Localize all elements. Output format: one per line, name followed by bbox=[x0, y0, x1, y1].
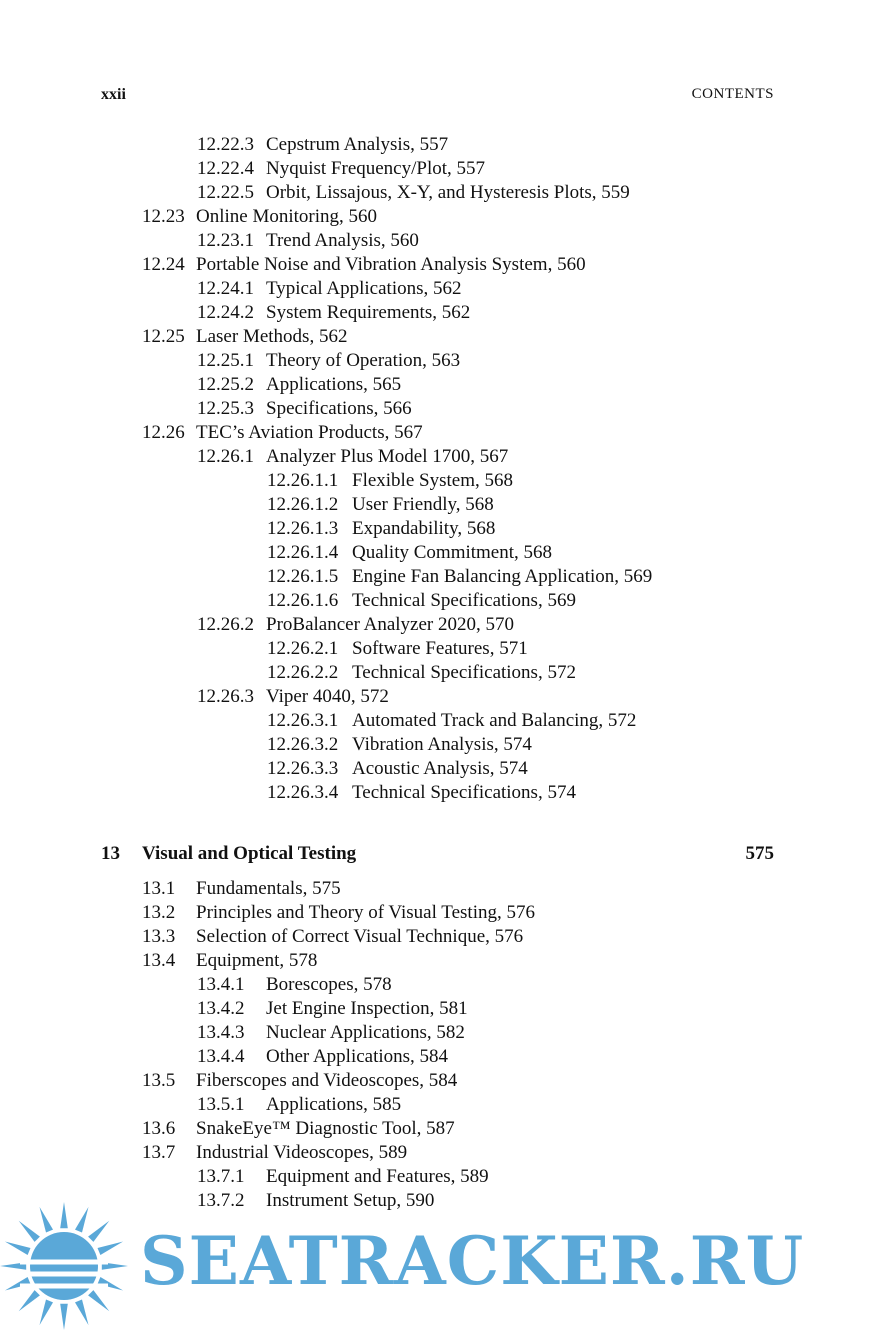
toc-entry-title: Equipment and Features, 589 bbox=[266, 1166, 489, 1187]
toc-entry bbox=[0, 613, 882, 637]
toc-entry-title: Vibration Analysis, 574 bbox=[352, 734, 532, 755]
toc-entry-title: Automated Track and Balancing, 572 bbox=[352, 710, 637, 731]
toc-entry-title: Technical Specifications, 572 bbox=[352, 662, 576, 683]
toc-entry-title: Flexible System, 568 bbox=[352, 470, 513, 491]
toc-entry bbox=[0, 517, 882, 541]
toc-entry-title: Nyquist Frequency/Plot, 557 bbox=[266, 158, 486, 179]
toc-entry-number: 12.26.3.2 bbox=[267, 734, 339, 755]
toc-entry-title: Portable Noise and Vibration Analysis System, 560 bbox=[196, 254, 586, 275]
toc-entry-title: Technical Specifications, 574 bbox=[352, 782, 576, 803]
sun-ray bbox=[19, 1290, 40, 1311]
toc-entry-number: 13.7.1 bbox=[197, 1166, 245, 1187]
toc-entry bbox=[0, 781, 882, 805]
toc-entry-number: 12.25 bbox=[142, 326, 185, 347]
toc-entry bbox=[0, 661, 882, 685]
toc-entry-title: Applications, 585 bbox=[266, 1094, 402, 1115]
toc-entry-title: Industrial Videoscopes, 589 bbox=[196, 1142, 408, 1163]
toc-entry-title: Other Applications, 584 bbox=[266, 1046, 449, 1067]
toc-entry-number: 12.22.4 bbox=[197, 158, 254, 179]
toc-entry-title: Laser Methods, 562 bbox=[196, 326, 348, 347]
toc-entry-number: 13.3 bbox=[142, 926, 176, 947]
toc-entry-number: 13.1 bbox=[142, 878, 176, 899]
sun-ray bbox=[98, 1242, 124, 1256]
toc-entry-number: 12.24 bbox=[142, 254, 185, 275]
page-header bbox=[101, 86, 774, 108]
sun-ray bbox=[19, 1221, 40, 1242]
toc-entry-title: Quality Commitment, 568 bbox=[352, 542, 553, 563]
toc-entry bbox=[0, 157, 882, 181]
toc-entry-number: 12.25.3 bbox=[197, 398, 254, 419]
toc-entry bbox=[0, 949, 882, 973]
toc-entry-title: Specifications, 566 bbox=[266, 398, 412, 419]
watermark-text: SEATRACKER.RU bbox=[140, 1222, 805, 1300]
toc-entry-number: 12.26.1.6 bbox=[267, 590, 339, 611]
toc-entry bbox=[0, 637, 882, 661]
toc-entry-number: 12.26.1.4 bbox=[267, 542, 339, 563]
toc-entry bbox=[0, 541, 882, 565]
toc-entry bbox=[0, 133, 882, 157]
toc-entry-number: 12.26.3.1 bbox=[267, 710, 339, 731]
toc-entry-title: Acoustic Analysis, 574 bbox=[352, 758, 528, 779]
toc-entry-number: 12.26.3 bbox=[197, 686, 254, 707]
toc-entry bbox=[0, 301, 882, 325]
toc-entry-number: 12.23 bbox=[142, 206, 185, 227]
toc-entry-number: 13.4.1 bbox=[197, 974, 245, 995]
toc-entry bbox=[0, 325, 882, 349]
toc-entry-number: 12.22.3 bbox=[197, 134, 254, 155]
toc-entry bbox=[0, 397, 882, 421]
toc-entry bbox=[0, 445, 882, 469]
toc-entry-title: Orbit, Lissajous, X-Y, and Hysteresis Plots, 559 bbox=[266, 182, 630, 203]
toc-entry-title: Software Features, 571 bbox=[352, 638, 528, 659]
toc-entry bbox=[0, 1117, 882, 1141]
toc-entry-title: Jet Engine Inspection, 581 bbox=[266, 998, 468, 1019]
toc-entry-title: Trend Analysis, 560 bbox=[266, 230, 419, 251]
toc-entry bbox=[0, 469, 882, 493]
toc-entry bbox=[0, 1069, 882, 1093]
toc-entry bbox=[0, 1165, 882, 1189]
toc-entry-title: Applications, 565 bbox=[266, 374, 402, 395]
toc-entry-number: 12.26.2.2 bbox=[267, 662, 339, 683]
sun-ray bbox=[75, 1300, 89, 1326]
toc-entry-title: Nuclear Applications, 582 bbox=[266, 1022, 465, 1043]
toc-entry-title: Technical Specifications, 569 bbox=[352, 590, 576, 611]
toc-entry-number: 12.23.1 bbox=[197, 230, 254, 251]
toc-entry-number: 12.25.1 bbox=[197, 350, 254, 371]
toc-entry-number: 12.26.1.5 bbox=[267, 566, 339, 587]
toc-entry-number: 12.26 bbox=[142, 422, 185, 443]
toc-entry-number: 13.2 bbox=[142, 902, 176, 923]
toc-entry-title: Engine Fan Balancing Application, 569 bbox=[352, 566, 653, 587]
toc-entry-number: 12.26.1.2 bbox=[267, 494, 339, 515]
toc-entry bbox=[0, 997, 882, 1021]
chapter-heading bbox=[101, 841, 774, 867]
toc-entry bbox=[0, 1093, 882, 1117]
toc-entry-title: Equipment, 578 bbox=[196, 950, 318, 971]
toc-entry-number: 12.25.2 bbox=[197, 374, 254, 395]
sun-ray bbox=[60, 1304, 68, 1330]
toc-entry-number: 12.22.5 bbox=[197, 182, 254, 203]
toc-entry-number: 12.24.2 bbox=[197, 302, 254, 323]
toc-entry-number: 12.26.3.3 bbox=[267, 758, 339, 779]
toc-entry bbox=[0, 589, 882, 613]
toc-entry-number: 13.4.4 bbox=[197, 1046, 245, 1067]
toc-entry bbox=[0, 565, 882, 589]
toc-entry bbox=[0, 253, 882, 277]
toc-entry bbox=[0, 349, 882, 373]
toc-entry bbox=[0, 901, 882, 925]
toc-entry bbox=[0, 1141, 882, 1165]
toc-entry-title: System Requirements, 562 bbox=[266, 302, 471, 323]
sun-ray bbox=[88, 1221, 109, 1242]
toc-entry bbox=[0, 709, 882, 733]
toc-entry-title: Viper 4040, 572 bbox=[266, 686, 389, 707]
toc-entry-number: 13.4 bbox=[142, 950, 176, 971]
toc-entry-title: TEC’s Aviation Products, 567 bbox=[196, 422, 423, 443]
toc-entry-number: 12.26.3.4 bbox=[267, 782, 339, 803]
toc-entry bbox=[0, 733, 882, 757]
toc-entry-title: Instrument Setup, 590 bbox=[266, 1190, 435, 1211]
toc-entry-number: 13.4.3 bbox=[197, 1022, 245, 1043]
toc-entry bbox=[0, 373, 882, 397]
toc-entry bbox=[0, 181, 882, 205]
toc-entry bbox=[0, 685, 882, 709]
toc-entry-title: User Friendly, 568 bbox=[352, 494, 494, 515]
toc-list-chapter-12 bbox=[0, 133, 882, 805]
toc-entry-number: 13.4.2 bbox=[197, 998, 245, 1019]
toc-entry-title: Analyzer Plus Model 1700, 567 bbox=[266, 446, 509, 467]
sun-ray bbox=[40, 1207, 54, 1233]
toc-entry-number: 12.26.1 bbox=[197, 446, 254, 467]
toc-entry-number: 12.26.2.1 bbox=[267, 638, 339, 659]
toc-entry-title: Fiberscopes and Videoscopes, 584 bbox=[196, 1070, 458, 1091]
toc-entry-title: Typical Applications, 562 bbox=[266, 278, 462, 299]
sun-ray bbox=[5, 1242, 31, 1256]
toc-entry-number: 12.26.1.1 bbox=[267, 470, 339, 491]
toc-list-chapter-13 bbox=[0, 877, 882, 1213]
toc-entry-title: Principles and Theory of Visual Testing, 576 bbox=[196, 902, 535, 923]
toc-entry-title: Expandability, 568 bbox=[352, 518, 496, 539]
toc-entry-number: 12.24.1 bbox=[197, 278, 254, 299]
toc-entry-title: Online Monitoring, 560 bbox=[196, 206, 378, 227]
toc-entry-title: ProBalancer Analyzer 2020, 570 bbox=[266, 614, 514, 635]
page-number: xxii bbox=[101, 86, 126, 103]
chapter-title: Visual and Optical Testing bbox=[142, 843, 357, 864]
toc-entry bbox=[0, 973, 882, 997]
toc-entry-title: Selection of Correct Visual Technique, 576 bbox=[196, 926, 524, 947]
toc-entry-number: 13.7.2 bbox=[197, 1190, 245, 1211]
toc-entry-number: 13.5 bbox=[142, 1070, 176, 1091]
running-title: CONTENTS bbox=[691, 86, 774, 102]
toc-entry-number: 13.6 bbox=[142, 1118, 176, 1139]
toc-entry bbox=[0, 1021, 882, 1045]
toc-entry-number: 12.26.2 bbox=[197, 614, 254, 635]
toc-entry bbox=[0, 877, 882, 901]
chapter-page: 575 bbox=[745, 843, 774, 864]
toc-entry-number: 13.5.1 bbox=[197, 1094, 245, 1115]
toc-entry bbox=[0, 277, 882, 301]
sun-logo-icon bbox=[0, 1200, 140, 1332]
toc-entry-number: 13.7 bbox=[142, 1142, 176, 1163]
sun-ray bbox=[60, 1202, 68, 1228]
toc-entry bbox=[0, 1045, 882, 1069]
toc-entry-title: Borescopes, 578 bbox=[266, 974, 392, 995]
toc-entry-title: Theory of Operation, 563 bbox=[266, 350, 461, 371]
toc-entry bbox=[0, 205, 882, 229]
toc-entry-title: Fundamentals, 575 bbox=[196, 878, 341, 899]
sun-ray bbox=[88, 1290, 109, 1311]
sun-ray bbox=[40, 1300, 54, 1326]
sun-ray bbox=[75, 1207, 89, 1233]
toc-entry bbox=[0, 421, 882, 445]
toc-entry bbox=[0, 925, 882, 949]
toc-entry bbox=[0, 493, 882, 517]
chapter-number: 13 bbox=[101, 843, 120, 864]
toc-entry bbox=[0, 757, 882, 781]
toc-entry-title: Cepstrum Analysis, 557 bbox=[266, 134, 449, 155]
toc-entry-number: 12.26.1.3 bbox=[267, 518, 339, 539]
toc-entry bbox=[0, 229, 882, 253]
toc-entry-title: SnakeEye™ Diagnostic Tool, 587 bbox=[196, 1118, 455, 1139]
